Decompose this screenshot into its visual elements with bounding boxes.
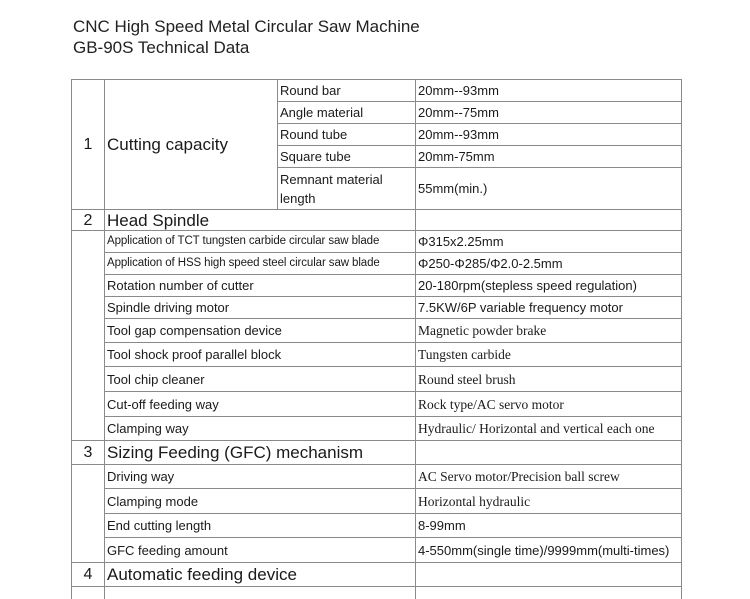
spec-label: Clamping way bbox=[105, 417, 416, 441]
spec-label: GFC feeding amount bbox=[105, 538, 416, 563]
spec-label: Round bar bbox=[278, 80, 416, 102]
spec-value: Rock type/AC servo motor bbox=[416, 392, 682, 417]
table-row bbox=[72, 465, 682, 489]
table-row bbox=[72, 231, 682, 253]
section-number: 3 bbox=[72, 441, 105, 465]
spec-label: End cutting length bbox=[105, 514, 416, 538]
blank-cell bbox=[72, 587, 105, 599]
technical-data-table bbox=[71, 79, 682, 599]
blank-cell bbox=[416, 587, 682, 599]
section-title: Sizing Feeding (GFC) mechanism bbox=[105, 441, 416, 465]
spec-label: Application of TCT tungsten carbide circular saw blade bbox=[105, 231, 416, 253]
blank-cell bbox=[72, 231, 105, 441]
spec-value: 20mm-75mm bbox=[416, 146, 682, 168]
section-title: Automatic feeding device bbox=[105, 563, 416, 587]
spec-label: Spindle driving motor bbox=[105, 297, 416, 319]
table-row bbox=[72, 514, 682, 538]
section-header-row bbox=[72, 441, 682, 465]
spec-label: Remnant material length bbox=[278, 168, 416, 210]
spec-value bbox=[416, 441, 682, 465]
table-row bbox=[72, 417, 682, 441]
document-subtitle: GB-90S Technical Data bbox=[73, 38, 250, 57]
spec-value: 20-180rpm(stepless speed regulation) bbox=[416, 275, 682, 297]
spec-label: Application of HSS high speed steel circular saw blade bbox=[105, 253, 416, 275]
section-title: Head Spindle bbox=[105, 210, 416, 231]
table-row bbox=[72, 343, 682, 367]
table-row bbox=[72, 392, 682, 417]
spec-value: 8-99mm bbox=[416, 514, 682, 538]
spec-label: Tool chip cleaner bbox=[105, 367, 416, 392]
table-row bbox=[72, 489, 682, 514]
spec-value: Hydraulic/ Horizontal and vertical each one bbox=[416, 417, 682, 441]
table-row bbox=[72, 538, 682, 563]
section-title: Cutting capacity bbox=[105, 80, 278, 210]
spec-value bbox=[416, 563, 682, 587]
spec-value: 55mm(min.) bbox=[416, 168, 682, 210]
table-row bbox=[72, 367, 682, 392]
blank-cell bbox=[105, 587, 416, 599]
section-header-row bbox=[72, 210, 682, 231]
spec-value: Magnetic powder brake bbox=[416, 319, 682, 343]
table-row bbox=[72, 80, 682, 102]
spec-value: Φ315x2.25mm bbox=[416, 231, 682, 253]
spec-label: Square tube bbox=[278, 146, 416, 168]
table-row bbox=[72, 253, 682, 275]
spec-label: Tool shock proof parallel block bbox=[105, 343, 416, 367]
spec-value: 4-550mm(single time)/9999mm(multi-times) bbox=[416, 538, 682, 563]
table-row bbox=[72, 297, 682, 319]
spec-value: Horizontal hydraulic bbox=[416, 489, 682, 514]
spec-value: Φ250-Φ285/Φ2.0-2.5mm bbox=[416, 253, 682, 275]
spec-label: Driving way bbox=[105, 465, 416, 489]
spec-label: Cut-off feeding way bbox=[105, 392, 416, 417]
table-row bbox=[72, 319, 682, 343]
section-number: 1 bbox=[72, 80, 105, 210]
spec-label: Angle material bbox=[278, 102, 416, 124]
spec-value: AC Servo motor/Precision ball screw bbox=[416, 465, 682, 489]
spec-value: Round steel brush bbox=[416, 367, 682, 392]
blank-cell bbox=[72, 465, 105, 563]
table-row bbox=[72, 275, 682, 297]
spec-label: Tool gap compensation device bbox=[105, 319, 416, 343]
spec-value: 7.5KW/6P variable frequency motor bbox=[416, 297, 682, 319]
spec-label: Clamping mode bbox=[105, 489, 416, 514]
spec-value: 20mm--93mm bbox=[416, 124, 682, 146]
section-header-row bbox=[72, 563, 682, 587]
spec-value bbox=[416, 210, 682, 231]
spec-value: Tungsten carbide bbox=[416, 343, 682, 367]
spec-value: 20mm--93mm bbox=[416, 80, 682, 102]
section-number: 2 bbox=[72, 210, 105, 231]
table-row-partial bbox=[72, 587, 682, 599]
spec-label: Rotation number of cutter bbox=[105, 275, 416, 297]
document-title: CNC High Speed Metal Circular Saw Machine bbox=[73, 17, 420, 36]
spec-label: Round tube bbox=[278, 124, 416, 146]
spec-value: 20mm--75mm bbox=[416, 102, 682, 124]
section-number: 4 bbox=[72, 563, 105, 587]
